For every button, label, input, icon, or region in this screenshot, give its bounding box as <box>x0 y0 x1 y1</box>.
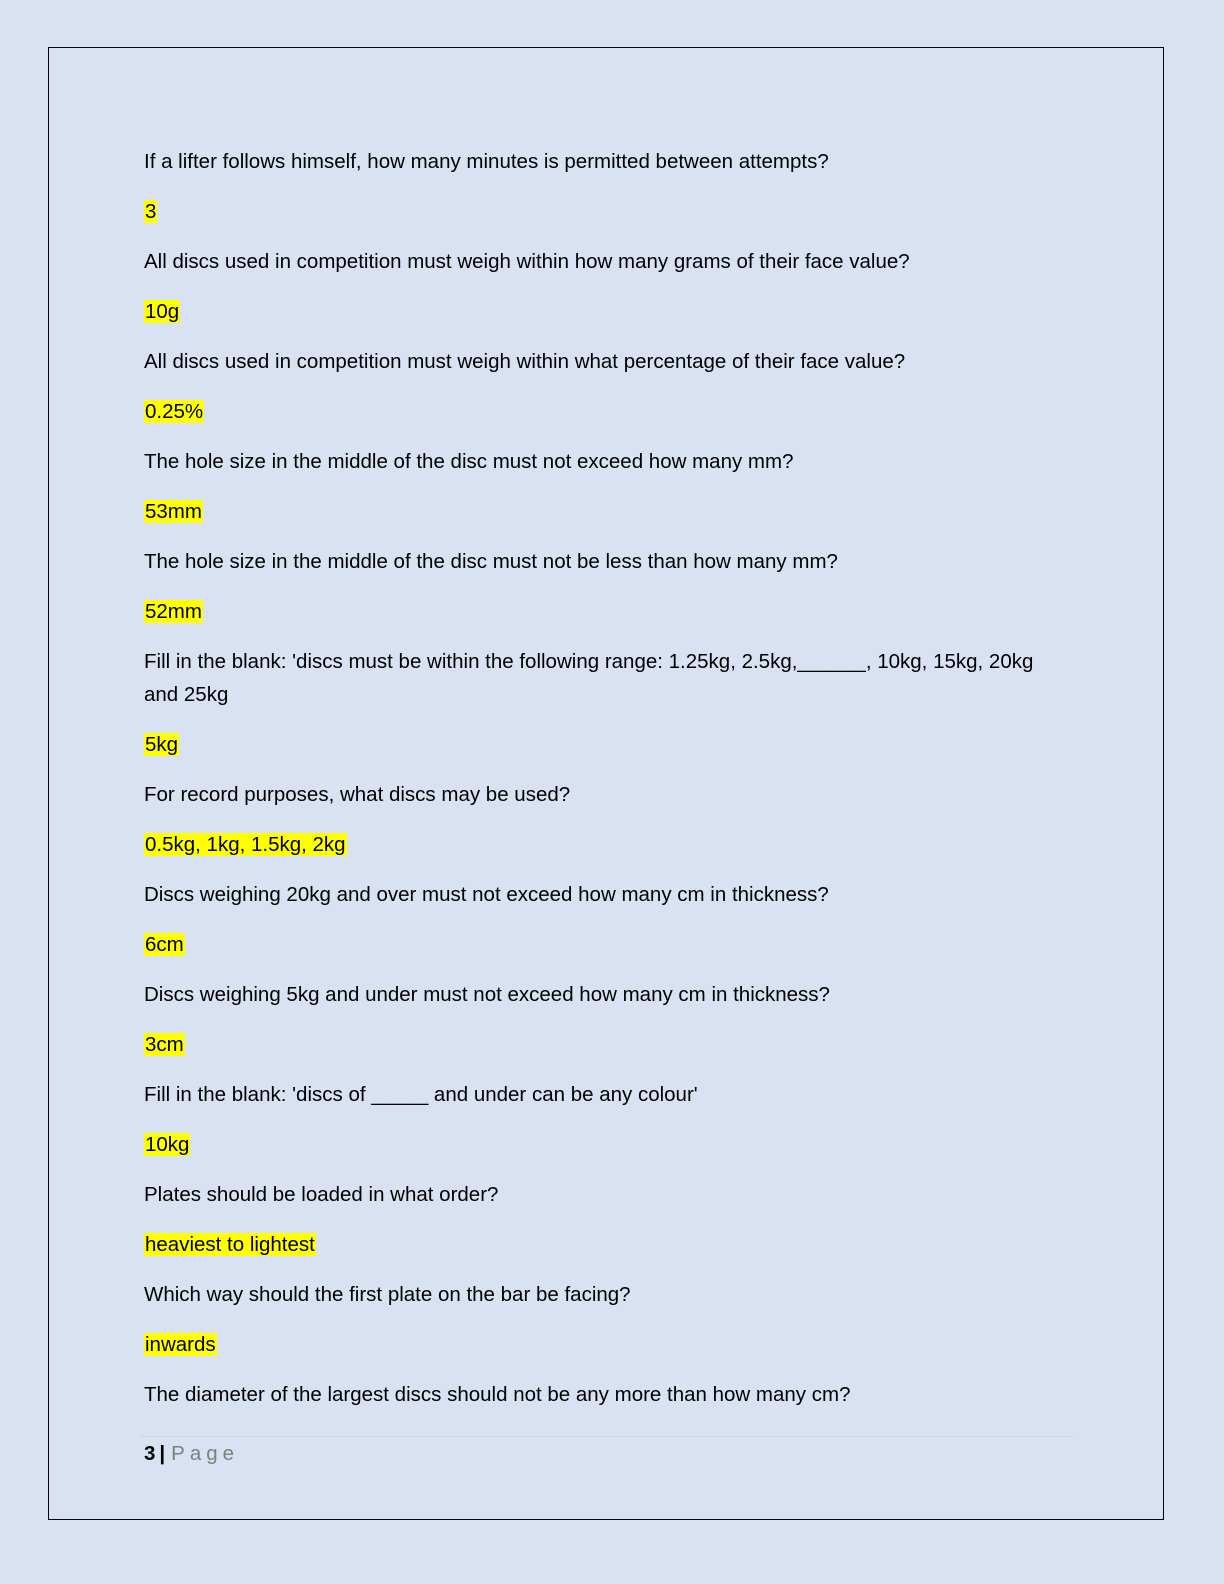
page-footer <box>144 1440 239 1468</box>
question-text: All discs used in competition must weigh within what percentage of their face value? <box>144 350 906 373</box>
question-text: The diameter of the largest discs should not be any more than how many cm? <box>144 1383 851 1406</box>
footer-divider <box>140 1436 1074 1437</box>
answer-text <box>144 295 1044 328</box>
qa-item <box>144 978 1044 1061</box>
qa-item <box>144 245 1044 328</box>
answer-highlight: inwards <box>145 1333 216 1356</box>
answer-highlight: 6cm <box>145 933 184 956</box>
answer-highlight: 53mm <box>145 500 202 523</box>
answer-highlight: 0.5kg, 1kg, 1.5kg, 2kg <box>145 833 346 856</box>
answer-text <box>144 195 1044 228</box>
answer-highlight: 3 <box>145 200 157 223</box>
qa-item <box>144 145 1044 228</box>
answer-text <box>144 828 1044 861</box>
answer-highlight: 52mm <box>145 600 202 623</box>
qa-item <box>144 645 1044 761</box>
question-text: Discs weighing 5kg and under must not exceed how many cm in thickness? <box>144 983 830 1006</box>
answer-text <box>144 1128 1044 1161</box>
page-label: Page <box>171 1442 240 1465</box>
question-text: For record purposes, what discs may be used? <box>144 783 571 806</box>
answer-text <box>144 1328 1044 1361</box>
qa-item <box>144 345 1044 428</box>
answer-highlight: 0.25% <box>145 400 204 423</box>
footer-separator: | <box>159 1442 166 1465</box>
answer-text <box>144 928 1044 961</box>
answer-highlight: 5kg <box>145 733 179 756</box>
answer-highlight: 10kg <box>145 1133 190 1156</box>
qa-item <box>144 878 1044 961</box>
question-text: All discs used in competition must weigh within how many grams of their face value? <box>144 250 910 273</box>
page-number: 3 <box>144 1442 156 1465</box>
question-text: The hole size in the middle of the disc must not exceed how many mm? <box>144 450 794 473</box>
answer-text <box>144 1028 1044 1061</box>
qa-item <box>144 1378 1044 1411</box>
qa-item <box>144 1078 1044 1161</box>
qa-item <box>144 1278 1044 1361</box>
question-text: Plates should be loaded in what order? <box>144 1183 499 1206</box>
qa-item <box>144 545 1044 628</box>
qa-item <box>144 445 1044 528</box>
answer-text <box>144 595 1044 628</box>
answer-text <box>144 728 1044 761</box>
question-text: Discs weighing 20kg and over must not exceed how many cm in thickness? <box>144 883 829 906</box>
question-text: If a lifter follows himself, how many minutes is permitted between attempts? <box>144 150 829 173</box>
question-text: Fill in the blank: 'discs of _____ and under can be any colour' <box>144 1083 698 1106</box>
qa-item <box>144 1178 1044 1261</box>
qa-item <box>144 778 1044 861</box>
question-text: Which way should the first plate on the bar be facing? <box>144 1283 631 1306</box>
answer-text <box>144 395 1044 428</box>
answer-text <box>144 495 1044 528</box>
answer-text <box>144 1228 1044 1261</box>
answer-highlight: 3cm <box>145 1033 184 1056</box>
answer-highlight: 10g <box>145 300 180 323</box>
answer-highlight: heaviest to lightest <box>145 1233 315 1256</box>
question-text: Fill in the blank: 'discs must be within the following range: 1.25kg, 2.5kg,______, 10kg, 15kg, 20kg and 25kg <box>144 650 1034 706</box>
question-text: The hole size in the middle of the disc must not be less than how many mm? <box>144 550 838 573</box>
document-body <box>144 145 1044 1428</box>
